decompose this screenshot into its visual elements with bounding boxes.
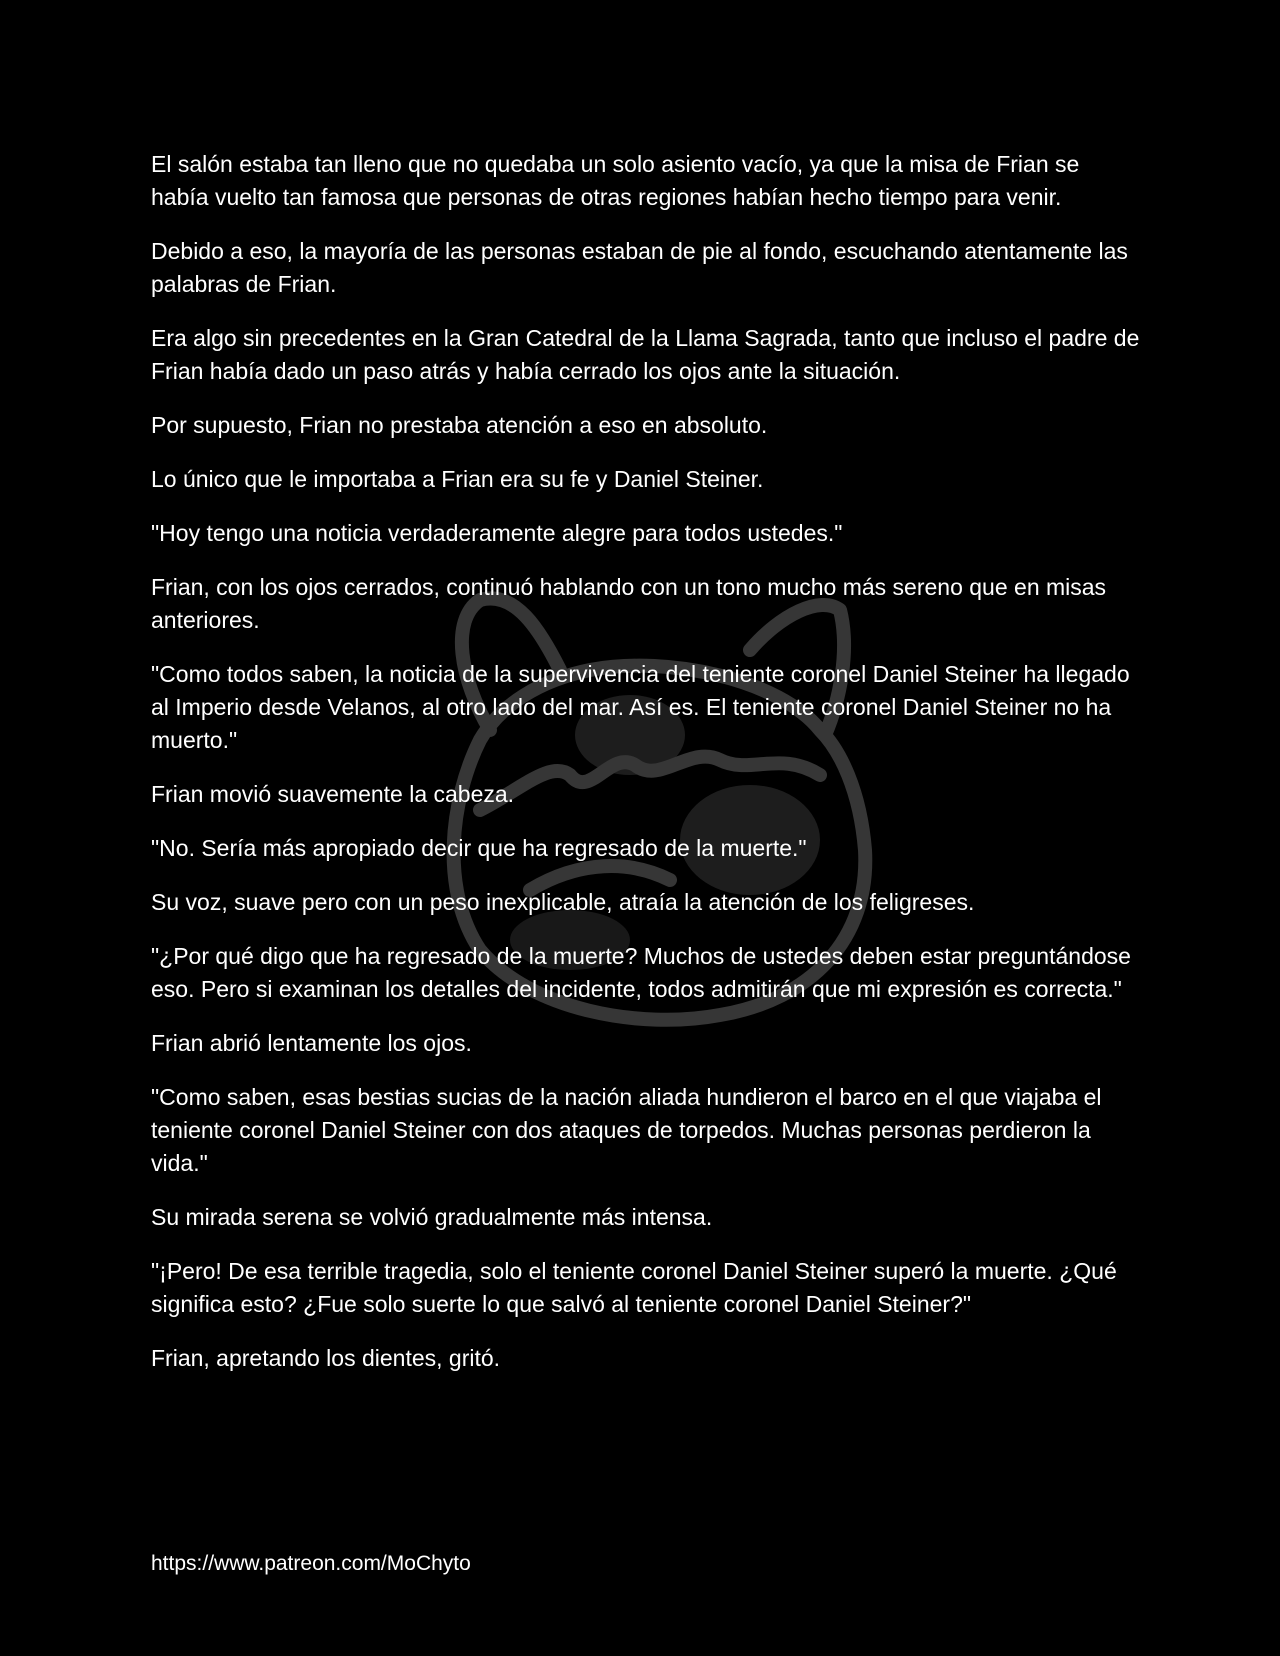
paragraph: "¿Por qué digo que ha regresado de la muerte? Muchos de ustedes deben estar preguntándose eso. Pero si examinan los detalles del incidente, todos admitirán que mi expresión es correcta." (151, 943, 1131, 1002)
paragraph: Era algo sin precedentes en la Gran Catedral de la Llama Sagrada, tanto que incluso el padre de Frian había dado un paso atrás y había cerrado los ojos ante la situación. (151, 325, 1140, 384)
paragraph: El salón estaba tan lleno que no quedaba un solo asiento vacío, ya que la misa de Frian se había vuelto tan famosa que personas de otras regiones habían hecho tiempo para venir. (151, 151, 1080, 210)
paragraph: Debido a eso, la mayoría de las personas estaban de pie al fondo, escuchando atentamente las palabras de Frian. (151, 238, 1128, 297)
chapter-text (151, 148, 1141, 1396)
paragraph: Frian movió suavemente la cabeza. (151, 781, 515, 807)
paragraph: Frian, apretando los dientes, gritó. (151, 1345, 501, 1371)
paragraph: "No. Sería más apropiado decir que ha regresado de la muerte." (151, 835, 807, 861)
paragraph: "Como saben, esas bestias sucias de la nación aliada hundieron el barco en el que viajaba el teniente coronel Daniel Steiner con dos ataques de torpedos. Muchas personas perdieron la vida." (151, 1084, 1102, 1176)
paragraph: Su mirada serena se volvió gradualmente más intensa. (151, 1204, 713, 1230)
paragraph: "¡Pero! De esa terrible tragedia, solo el teniente coronel Daniel Steiner superó la muerte. ¿Qué significa esto? ¿Fue solo suerte lo que salvó al teniente coronel Daniel Steiner?" (151, 1258, 1117, 1317)
paragraph: "Como todos saben, la noticia de la supervivencia del teniente coronel Daniel Steiner ha llegado al Imperio desde Velanos, al otro lado del mar. Así es. El teniente coronel Daniel Steiner no ha muerto." (151, 661, 1130, 753)
paragraph: Lo único que le importaba a Frian era su fe y Daniel Steiner. (151, 466, 764, 492)
paragraph: "Hoy tengo una noticia verdaderamente alegre para todos ustedes." (151, 520, 843, 546)
patreon-link[interactable]: https://www.patreon.com/MoChyto (151, 1552, 471, 1575)
paragraph: Por supuesto, Frian no prestaba atención a eso en absoluto. (151, 412, 768, 438)
paragraph: Frian abrió lentamente los ojos. (151, 1030, 472, 1056)
paragraph: Frian, con los ojos cerrados, continuó hablando con un tono mucho más sereno que en misas anteriores. (151, 574, 1107, 633)
paragraph: Su voz, suave pero con un peso inexplicable, atraía la atención de los feligreses. (151, 889, 975, 915)
